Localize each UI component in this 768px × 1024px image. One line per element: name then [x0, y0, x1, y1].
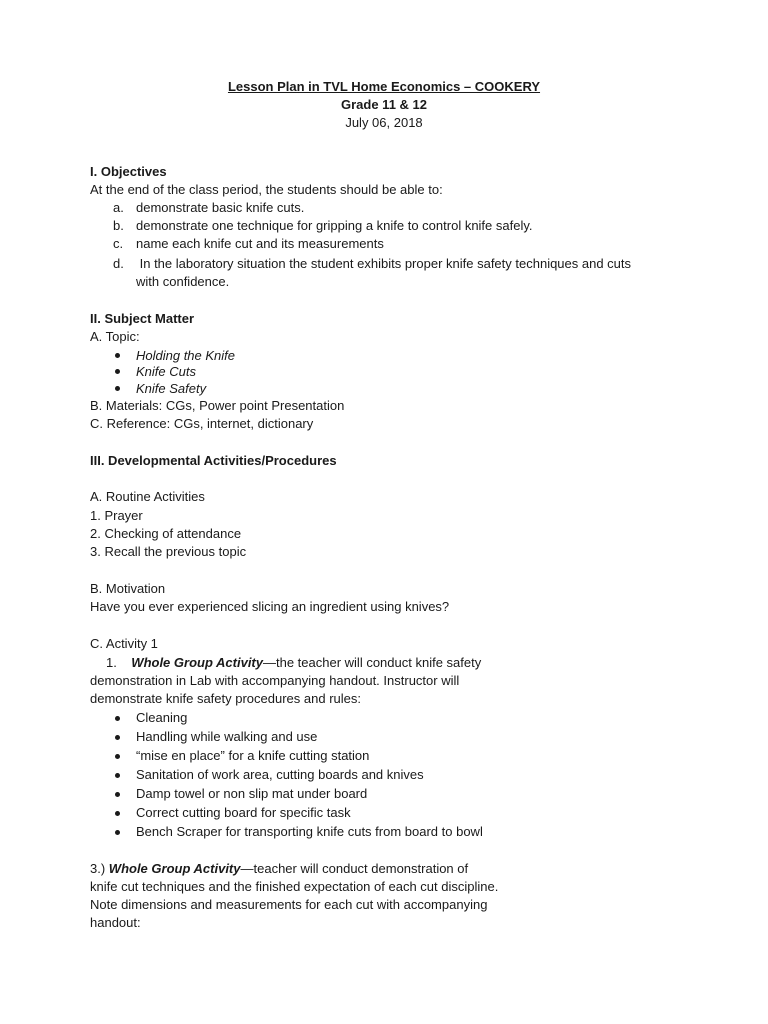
safety-rule: Handling while walking and use	[136, 729, 318, 744]
objective-marker: b.	[113, 218, 124, 233]
objective-item-continuation: with confidence.	[136, 274, 230, 289]
objective-item: name each knife cut and its measurements	[136, 236, 384, 251]
bullet-dot	[115, 716, 120, 721]
motivation-heading: B. Motivation	[90, 581, 166, 596]
routine-item: 2. Checking of attendance	[90, 526, 242, 541]
safety-rule: Bench Scraper for transporting knife cuts from board to bowl	[136, 824, 483, 839]
reference-line: C. Reference: CGs, internet, dictionary	[90, 416, 314, 431]
bullet-dot	[115, 735, 120, 740]
safety-rule: Cleaning	[136, 710, 188, 725]
activity3-label: Whole Group Activity	[108, 861, 241, 876]
bullet-dot	[115, 754, 120, 759]
bullet-dot	[115, 830, 120, 835]
activity1-heading: C. Activity 1	[90, 636, 158, 651]
objective-marker: d.	[113, 256, 124, 271]
safety-rule: Correct cutting board for specific task	[136, 805, 351, 820]
routine-item: 3. Recall the previous topic	[90, 544, 247, 559]
objective-marker: c.	[113, 236, 124, 251]
safety-rule: Damp towel or non slip mat under board	[136, 786, 368, 801]
materials-line: B. Materials: CGs, Power point Presentation	[90, 398, 345, 413]
objectives-heading: I. Objectives	[90, 164, 167, 179]
topic-item: Knife Safety	[136, 381, 207, 396]
topic-item: Knife Cuts	[136, 364, 196, 379]
bullet-dot	[115, 792, 120, 797]
topic-label: A. Topic:	[90, 329, 140, 344]
document-title: Lesson Plan in TVL Home Economics – COOKERY	[227, 79, 541, 94]
grade-level: Grade 11 & 12	[341, 97, 427, 112]
bullet-dot	[115, 773, 120, 778]
routine-item: 1. Prayer	[90, 508, 143, 523]
activity3-text: handout:	[90, 915, 141, 930]
activity1-line	[106, 654, 481, 672]
objective-item: demonstrate one technique for gripping a knife to control knife safely.	[136, 218, 533, 233]
activity1-text: demonstration in Lab with accompanying handout. Instructor will	[90, 673, 460, 688]
activity3-line	[90, 860, 468, 878]
activity1-text: demonstrate knife safety procedures and rules:	[90, 691, 361, 706]
objectives-intro: At the end of the class period, the students should be able to:	[90, 182, 443, 197]
objective-item: demonstrate basic knife cuts.	[136, 200, 305, 215]
bullet-dot	[115, 369, 120, 374]
motivation-question: Have you ever experienced slicing an ingredient using knives?	[90, 599, 450, 614]
bullet-dot	[115, 386, 120, 391]
activity1-text: —the teacher will conduct knife safety	[263, 655, 482, 670]
objective-item: In the laboratory situation the student exhibits proper knife safety techniques and cuts	[136, 256, 632, 271]
routine-heading: A. Routine Activities	[90, 489, 205, 504]
activity3-text: Note dimensions and measurements for each cut with accompanying	[90, 897, 488, 912]
activity1-number: 1.	[106, 655, 117, 670]
activity3-text: knife cut techniques and the finished expectation of each cut discipline.	[90, 879, 499, 894]
safety-rule: “mise en place” for a knife cutting station	[136, 748, 370, 763]
procedures-heading: III. Developmental Activities/Procedures	[90, 453, 337, 468]
activity3-number: 3.)	[90, 861, 106, 876]
lesson-date: July 06, 2018	[345, 115, 423, 130]
subject-matter-heading: II. Subject Matter	[90, 311, 195, 326]
safety-rule: Sanitation of work area, cutting boards and knives	[136, 767, 424, 782]
bullet-dot	[115, 353, 120, 358]
activity1-label: Whole Group Activity	[131, 655, 263, 670]
activity3-text: —teacher will conduct demonstration of	[240, 861, 469, 876]
topic-item: Holding the Knife	[136, 348, 236, 363]
objective-marker: a.	[113, 200, 124, 215]
bullet-dot	[115, 811, 120, 816]
